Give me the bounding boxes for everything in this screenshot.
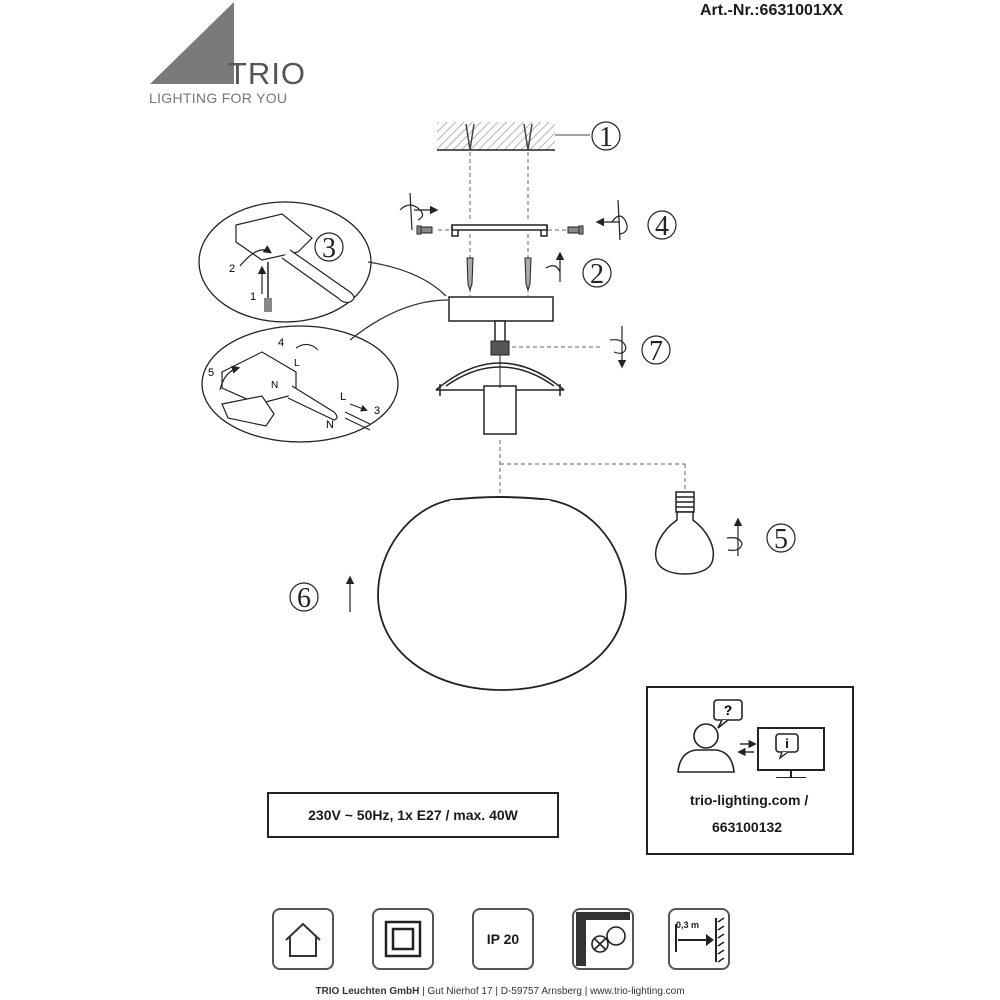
exchange-arrows-icon [740, 744, 754, 752]
svg-text:?: ? [723, 702, 733, 718]
footer-web: www.trio-lighting.com [590, 986, 685, 997]
distance-icon [670, 910, 728, 968]
indoor-use-symbol [272, 908, 334, 970]
protection-class-symbol [372, 908, 434, 970]
svg-text:N: N [271, 380, 279, 391]
svg-text:2: 2 [229, 263, 236, 275]
svg-text:6: 6 [297, 583, 311, 614]
detail-wiring [202, 326, 398, 442]
person-icon [678, 724, 734, 772]
info-code: 663100132 [712, 819, 783, 835]
brand-name: TRIO [228, 56, 307, 91]
footer [0, 986, 1000, 997]
glass-shade [378, 497, 626, 690]
footer-separator: | [584, 986, 591, 997]
step-number-6 [290, 583, 318, 614]
step-number-2 [583, 259, 611, 290]
ip-rating-symbol: IP 20 [472, 908, 534, 970]
canopy [449, 297, 553, 321]
support-illustration [668, 698, 838, 778]
svg-text:3: 3 [322, 233, 336, 264]
mounting-bracket [452, 225, 547, 236]
footer-city: D-59757 Arnsberg [500, 986, 582, 997]
svg-text:2: 2 [590, 259, 604, 290]
ceiling-screws [467, 258, 531, 290]
svg-text:N: N [326, 419, 334, 431]
detail-terminal-screw [199, 202, 371, 322]
article-number: Art.-Nr.:6631001XX [700, 2, 844, 19]
distance-label: 0,3 m [676, 920, 700, 930]
info-website: trio-lighting.com / [690, 792, 809, 808]
svg-text:5: 5 [774, 524, 788, 555]
svg-text:7: 7 [649, 336, 663, 367]
double-insulation-icon [374, 910, 432, 968]
lamp-socket [484, 386, 516, 434]
guide-lines [438, 152, 685, 495]
house-icon [274, 910, 332, 968]
brand-tagline: LIGHTING FOR YOU [149, 90, 288, 106]
thread-ring [491, 341, 509, 355]
stem [495, 321, 505, 343]
light-bulb [656, 492, 714, 574]
min-distance-symbol [668, 908, 730, 970]
svg-text:1: 1 [250, 291, 257, 303]
info-panel [646, 686, 854, 855]
not-mountable-symbol [572, 908, 634, 970]
svg-text:4: 4 [655, 211, 669, 242]
footer-address: Gut Nierhof 17 [427, 986, 493, 997]
svg-text:L: L [340, 391, 347, 403]
electrical-spec: 230V ~ 50Hz, 1x E27 / max. 40W [267, 792, 559, 838]
svg-text:L: L [294, 358, 300, 369]
step-number-5 [767, 524, 795, 555]
footer-separator: | [495, 986, 501, 997]
step-number-7 [642, 336, 670, 367]
footer-company: TRIO Leuchten GmbH [315, 986, 420, 997]
svg-text:4: 4 [278, 337, 285, 349]
svg-text:1: 1 [599, 122, 613, 153]
footer-separator: | [422, 986, 428, 997]
step-number-1 [592, 122, 620, 153]
svg-text:5: 5 [208, 367, 215, 379]
svg-text:3: 3 [374, 405, 381, 417]
svg-text:i: i [785, 736, 789, 751]
ceiling [437, 122, 555, 150]
no-wall-mount-icon [574, 910, 632, 968]
monitor-icon [758, 728, 824, 778]
question-bubble-icon [714, 700, 742, 728]
step-number-4 [648, 211, 676, 242]
